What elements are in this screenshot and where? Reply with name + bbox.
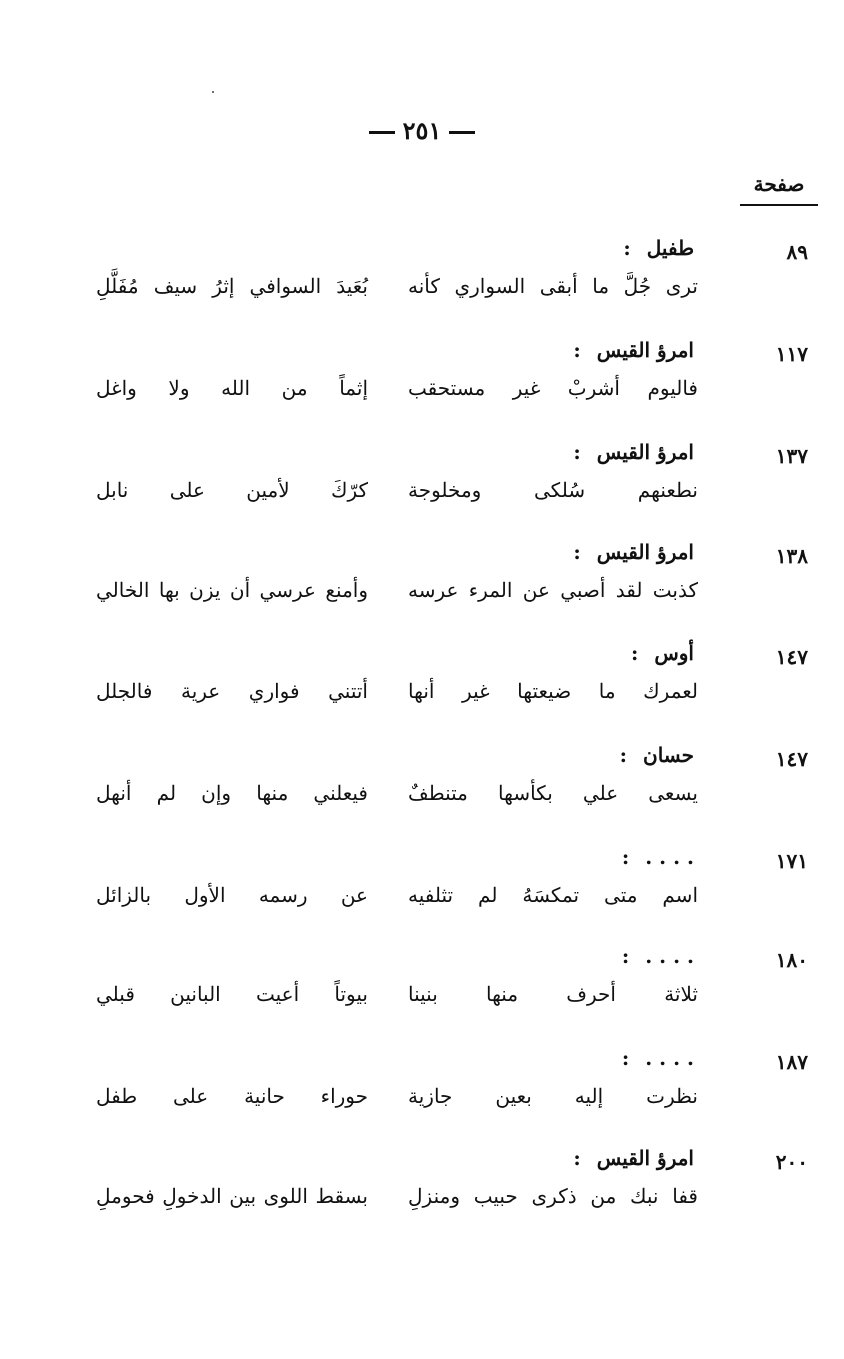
page-reference: ١٣٨ [775,544,808,568]
poet-colon: : [621,944,630,968]
first-hemistich: نطعنهم سُلكى ومخلوجة [408,478,698,502]
poet-label: امرؤ القيس [596,338,694,362]
second-hemistich: بسقط اللوى بين الدخولِ فحوملِ [96,1184,368,1208]
verse-entry [0,236,844,338]
second-hemistich: بُعَيدَ السوافي إثرُ سيف مُفَلَّلِ [96,274,368,298]
first-hemistich: نظرت إليه بعين جازية [408,1084,698,1108]
poet-label: امرؤ القيس [596,1146,694,1170]
poet-name [573,338,694,362]
page-reference: ١٤٧ [775,645,808,669]
poet-label: حسان [643,743,694,767]
dash-left [449,131,475,134]
page-reference: ١٨٧ [775,1050,808,1074]
poet-name [573,1146,694,1170]
poet-colon: : [621,1046,630,1070]
first-hemistich: يسعى علي بكأسها متنطفٌ [408,781,698,805]
poet-name [620,743,694,767]
poet-name [573,540,694,564]
poet-colon: : [573,338,581,362]
second-hemistich: كرّكَ لأمين على نابل [96,478,368,502]
verse-entry [0,845,844,947]
verse-entry [0,1046,844,1148]
verse-entry [0,440,844,542]
second-hemistich: بيوتاً أعيت البانين قبلي [96,982,368,1006]
first-hemistich: اسم متى تمكسَهُ لم تثلفيه [408,883,698,907]
poet-name [622,944,694,968]
poet-colon: : [621,845,630,869]
second-hemistich: أتتني فواري عرية فالجلل [96,679,368,703]
poet-name [573,440,694,464]
poet-name [622,845,694,869]
first-hemistich: ثلاثة أحرف منها بنينا [408,982,698,1006]
page-reference: ١٨٠ [775,948,808,972]
poet-colon: : [573,540,581,564]
first-hemistich: ترى جُلَّ ما أبقى السواري كأنه [408,274,698,298]
page-number-text: ٢٥١ [402,116,442,145]
second-hemistich: عن رسمه الأول بالزائل [96,883,368,907]
second-hemistich: إثماً من الله ولا واغل [96,376,368,400]
poet-colon: : [573,1146,581,1170]
poet-colon: : [573,440,581,464]
poet-label: . . . . [645,1046,694,1070]
column-header: صفحة [740,172,818,206]
poet-label: . . . . [645,944,694,968]
poet-name [631,641,694,665]
page-reference: ٨٩ [786,240,808,264]
verse-entry [0,1146,844,1248]
poet-colon: : [630,641,639,665]
poet-name [623,236,694,260]
verse-entry [0,540,844,642]
poet-label: . . . . [645,845,694,869]
verse-entry [0,944,844,1046]
poet-label: طفيل [646,236,694,260]
first-hemistich: لعمرك ما ضيعتها غير أنها [408,679,698,703]
verse-entry [0,338,844,440]
second-hemistich: وأمنع عرسي أن يزن بها الخالي [96,578,368,602]
poet-label: أوس [654,641,694,665]
dash-right [369,131,395,134]
poet-colon: : [623,236,631,260]
poet-label: امرؤ القيس [596,440,694,464]
page-reference: ٢٠٠ [775,1150,808,1174]
second-hemistich: فيعلني منها وإن لم أنهل [96,781,368,805]
first-hemistich: كذبت لقد أصبي عن المرء عرسه [408,578,698,602]
page-reference: ١٤٧ [775,747,808,771]
poet-label: امرؤ القيس [596,540,694,564]
verse-entry [0,641,844,743]
poet-name [622,1046,694,1070]
poet-colon: : [619,743,627,767]
page-number [0,116,844,145]
second-hemistich: حوراء حانية على طفل [96,1084,368,1108]
first-hemistich: قفا نبك من ذكرى حبيب ومنزلِ [408,1184,698,1208]
page-reference: ١٣٧ [775,444,808,468]
page-reference: ١٧١ [775,849,808,873]
first-hemistich: فاليوم أشربْ غير مستحقب [408,376,698,400]
page-reference: ١١٧ [775,342,808,366]
page-speck [212,91,214,93]
verse-entry [0,743,844,845]
